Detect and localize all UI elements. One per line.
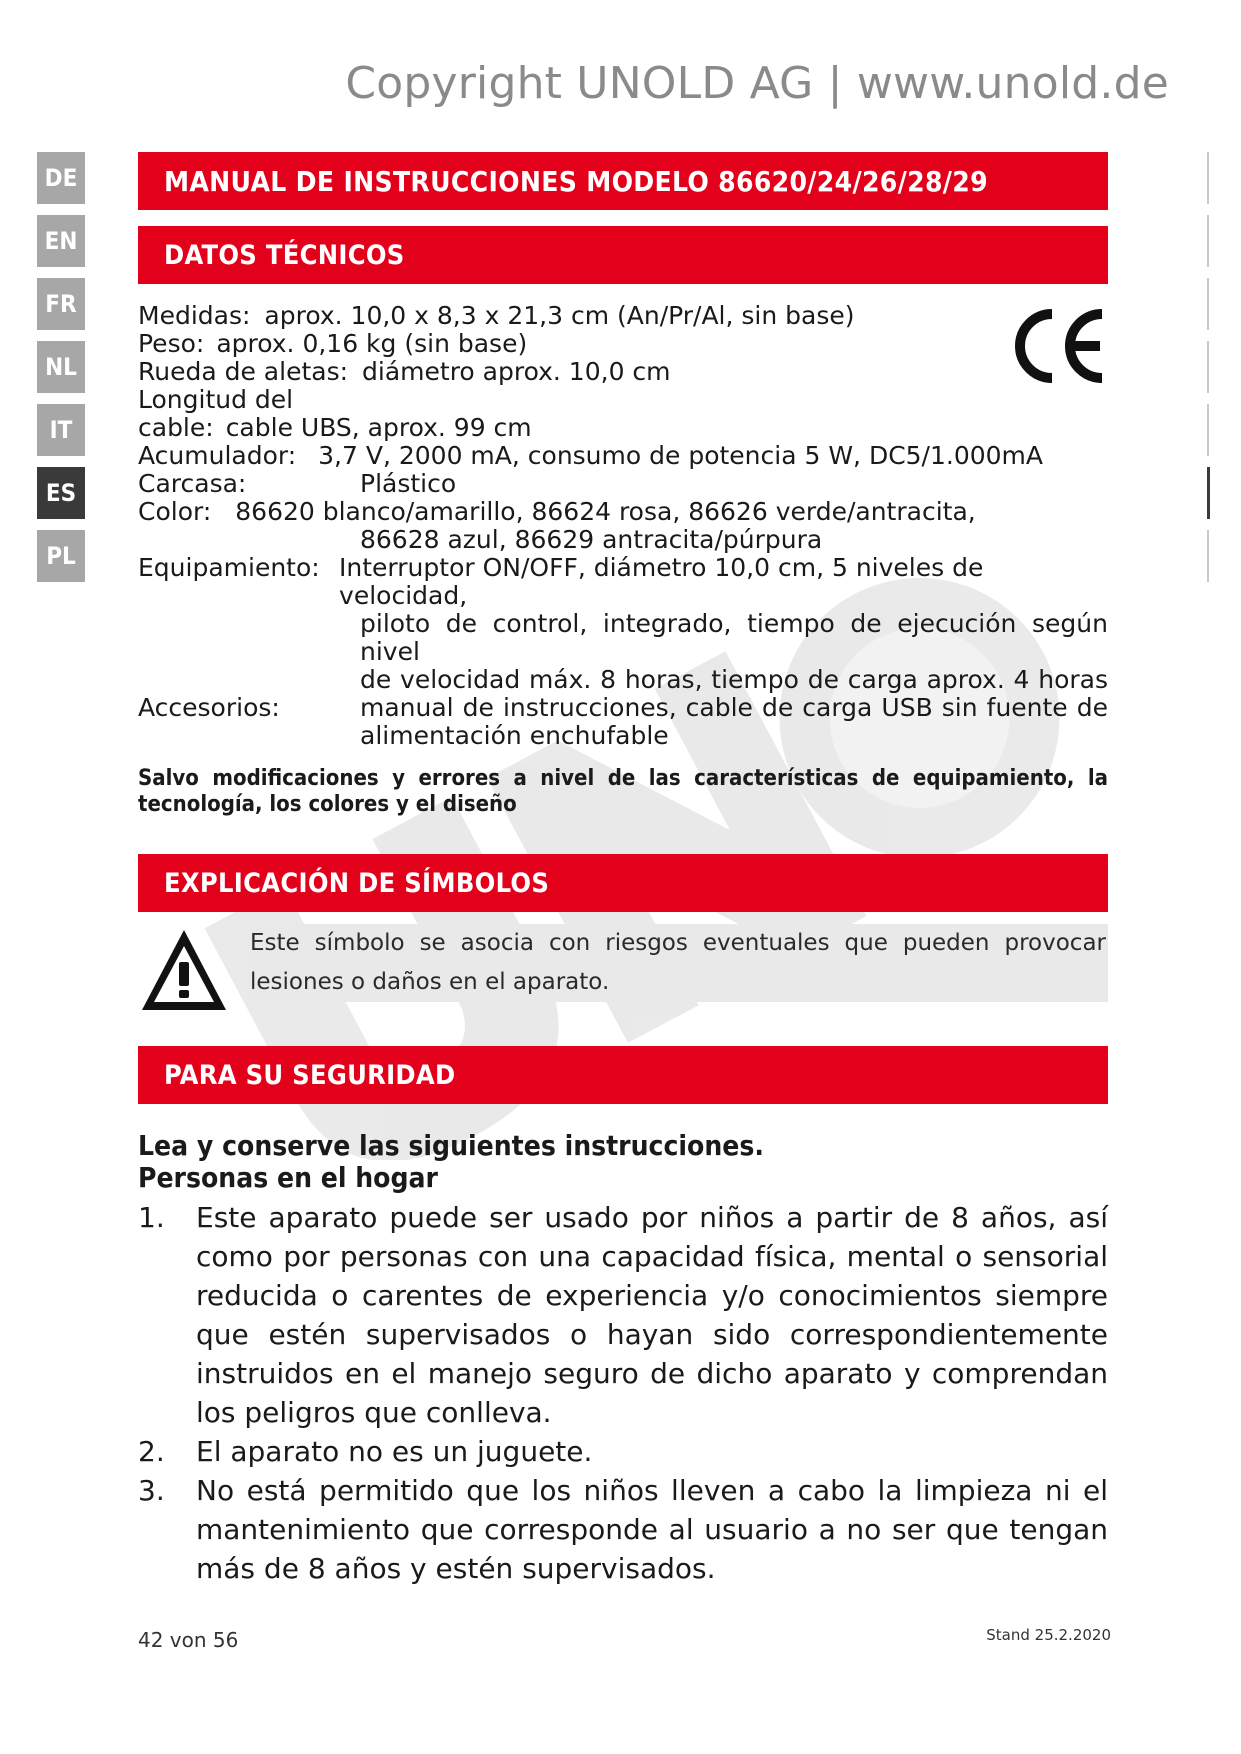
spec-value: manual de instrucciones, cable de carga USB sin fuente de (360, 693, 1108, 722)
symbol-explanation (138, 924, 1108, 1014)
symbols-heading: EXPLICACIÓN DE SÍMBOLOS (138, 854, 1108, 912)
document-stand-date: Stand 25.2.2020 (986, 1626, 1111, 1644)
spec-label: Acumulador: (138, 441, 297, 470)
edge-marks (1207, 152, 1211, 593)
spec-value: cable UBS, aprox. 99 cm (225, 413, 532, 442)
list-text: El aparato no es un juguete. (196, 1435, 593, 1468)
lang-tab-it[interactable]: IT (37, 404, 85, 456)
edge-mark (1207, 341, 1209, 393)
page-content (138, 152, 1108, 1588)
lang-tab-de[interactable]: DE (37, 152, 85, 204)
ce-mark-icon (1008, 306, 1108, 386)
spec-row (138, 414, 1108, 442)
spec-row (138, 498, 1108, 526)
lang-tab-es[interactable]: ES (37, 467, 85, 519)
spec-value-cont: alimentación enchufable (360, 721, 669, 750)
lang-tab-fr[interactable]: FR (37, 278, 85, 330)
safety-subheading: Lea y conserve las siguientes instrucciones. (138, 1129, 764, 1162)
spec-value: Interruptor ON/OFF, diámetro 10,0 cm, 5 niveles de velocidad, (339, 553, 984, 610)
edge-mark-active (1207, 467, 1210, 519)
list-item (138, 1432, 1108, 1471)
list-number: 3. (138, 1474, 165, 1507)
safety-heading: PARA SU SEGURIDAD (138, 1046, 1108, 1104)
lang-tab-en[interactable]: EN (37, 215, 85, 267)
spec-label: Accesorios: (138, 693, 280, 722)
language-tabs (37, 152, 85, 593)
spec-row (138, 302, 1108, 330)
list-item (138, 1471, 1108, 1588)
spec-value: 86620 blanco/amarillo, 86624 rosa, 86626 verde/antracita, (235, 497, 976, 526)
spec-label: Longitud del (138, 385, 294, 414)
warning-triangle-icon (138, 926, 230, 1014)
spec-row (138, 554, 1108, 610)
spec-label: Medidas: (138, 301, 251, 330)
manual-title-band: MANUAL DE INSTRUCCIONES MODELO 86620/24/26/28/29 (138, 152, 1108, 210)
spec-value: aprox. 10,0 x 8,3 x 21,3 cm (An/Pr/Al, sin base) (264, 301, 855, 330)
spec-row (138, 386, 1108, 414)
edge-mark (1207, 215, 1209, 267)
spec-value: diámetro aprox. 10,0 cm (362, 357, 671, 386)
copyright-header: Copyright UNOLD AG | www.unold.de (345, 58, 1169, 109)
lang-tab-nl[interactable]: NL (37, 341, 85, 393)
spec-row (138, 358, 1108, 386)
safety-subheading-household: Personas en el hogar (138, 1161, 438, 1194)
tech-data-heading: DATOS TÉCNICOS (138, 226, 1108, 284)
safety-list (138, 1198, 1108, 1588)
warning-description: Este símbolo se asocia con riesgos eventuales que pueden provocar lesiones o daños en el aparato. (248, 924, 1108, 1002)
spec-value: aprox. 0,16 kg (sin base) (216, 329, 528, 358)
spec-value: Plástico (360, 469, 457, 498)
edge-mark (1207, 404, 1209, 456)
list-item (138, 1198, 1108, 1432)
spec-row (138, 442, 1108, 470)
spec-row (138, 330, 1108, 358)
list-text: Este aparato puede ser usado por niños a partir de 8 años, así como por personas con una capacidad física, mental o sensorial reducida o carentes de experiencia y/o conocimientos siempre que estén supervisados o hayan sido correspondientemente instruidos en el manejo seguro de dicho aparato y comprendan los peligros que conlleva. (196, 1201, 1108, 1429)
spec-label: Carcasa: (138, 469, 247, 498)
lang-tab-pl[interactable]: PL (37, 530, 85, 582)
spec-label: Rueda de aletas: (138, 357, 349, 386)
spec-label: Color: (138, 497, 212, 526)
list-number: 2. (138, 1435, 165, 1468)
edge-mark (1207, 530, 1209, 582)
spec-label: Equipamiento: (138, 553, 320, 582)
list-text: No está permitido que los niños lleven a cabo la limpieza ni el mantenimiento que corresponde al usuario a no ser que tengan más de 8 años y estén supervisados. (196, 1474, 1108, 1585)
edge-mark (1207, 278, 1209, 330)
spec-value: 3,7 V, 2000 mA, consumo de potencia 5 W, DC5/1.000mA (318, 441, 1043, 470)
tech-specs (138, 302, 1108, 750)
spec-value-cont: piloto de control, integrado, tiempo de ejecución según nivel (360, 609, 1108, 666)
spec-value-cont: 86628 azul, 86629 antracita/púrpura (360, 525, 823, 554)
disclaimer-note: Salvo modificaciones y errores a nivel de las características de equipamiento, la tecnología, los colores y el diseño (138, 766, 1108, 817)
list-number: 1. (138, 1201, 165, 1234)
spec-row (138, 694, 1108, 722)
spec-label: Peso: (138, 329, 205, 358)
edge-mark (1207, 152, 1209, 204)
spec-row (138, 470, 1108, 498)
page-number: 42 von 56 (138, 1628, 239, 1652)
spec-label: cable: (138, 413, 214, 442)
spec-value-cont: de velocidad máx. 8 horas, tiempo de carga aprox. 4 horas (360, 665, 1108, 694)
